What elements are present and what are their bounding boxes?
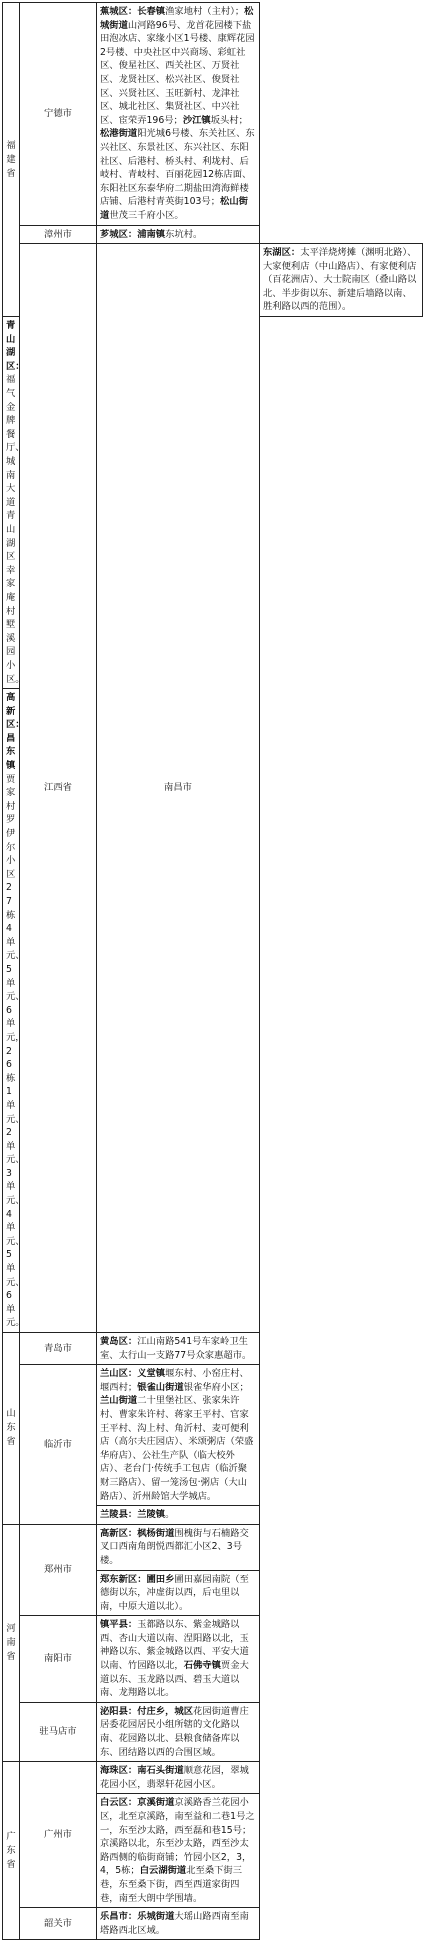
area-cell [97, 225, 260, 244]
area-keyword: 松港街道 [100, 128, 138, 140]
area-keyword: 兰山区： [100, 1368, 138, 1380]
area-text: 顺意花园，翠城花园小区，翡翠轩花园小区。 [100, 1765, 249, 1790]
area-cell [97, 1908, 260, 1940]
area-text: 大瑶山路西南至南塔路西北区域。 [100, 1911, 249, 1936]
area-keyword: 昌东镇 [6, 732, 16, 772]
table-row [3, 244, 423, 317]
area-cell [97, 1702, 260, 1761]
area-keyword: 青山湖区： [6, 320, 25, 372]
table-row [3, 1616, 423, 1703]
area-keyword: 义堂镇 [137, 1368, 166, 1380]
city-cell: 南昌市 [97, 244, 260, 1333]
area-keyword: 兰陵镇 [137, 1509, 166, 1521]
area-keyword: 枫杨街道 [137, 1527, 175, 1539]
area-text: 花园街道曹庄居委花园居民小组所辖的文化路以南、花园路以北、县粮食储备库以东、团结路以西的合围区域。 [100, 1705, 249, 1758]
area-text: 堰东村、小窑庄村、堰西村； [100, 1368, 249, 1393]
area-keyword: 沙江镇 [182, 114, 211, 126]
city-cell: 临沂市 [20, 1365, 97, 1525]
area-table [2, 2, 423, 1940]
area-cell [260, 244, 423, 317]
area-keyword: 长春镇 [137, 6, 166, 17]
area-keyword: 浦南镇 [137, 228, 166, 240]
area-keyword: 乐昌市： [100, 1911, 138, 1923]
area-text: 坂头村； [210, 114, 248, 126]
area-text: 围槐街与石楠路交叉口西南角朗悦西都汇小区2、3号楼。 [100, 1527, 249, 1566]
area-keyword: 芗城区： [100, 228, 138, 240]
area-cell [97, 1524, 260, 1570]
area-text: 。 [165, 1509, 175, 1521]
area-cell [97, 1570, 260, 1616]
area-table-body [3, 3, 423, 1940]
area-text: 银雀华府小区； [183, 1381, 249, 1393]
area-keyword: 郑东新区： [100, 1573, 147, 1585]
city-cell: 广州市 [20, 1762, 97, 1908]
area-text: 福气金牌餐厅、城南大道青山湖区幸家庵村墅溪园小区。 [6, 374, 25, 685]
table-row [3, 1762, 423, 1794]
area-cell [97, 3, 260, 226]
area-text: 世茂三千府小区。 [109, 209, 184, 221]
area-keyword: 白云区： [100, 1797, 138, 1809]
area-keyword: 城区 [174, 1705, 194, 1717]
area-text: 玉都路以东、紫金城路以西、杏山大道以南、涅阳路以北，玉神路以东、紫金城路以西、平安大道以南、竹园路以北， [100, 1619, 249, 1672]
area-keyword: 兰山街道 [100, 1395, 138, 1407]
area-text: 京溪路香兰花园小区，北至京溪路，南至益和二巷1号之一，东至沙太路，西至磊和巷15号；京溪路以北，东至沙太路，西至沙太路西侧的临街商铺；竹园小区2，3，4，5栋； [100, 1797, 255, 1877]
area-keyword: 镇平县： [100, 1619, 138, 1631]
area-text: 东坑村。 [165, 228, 203, 240]
area-text: 二十里堡社区、张家朱许村、曹家朱许村、蒋家王平村、官家王平村、沟上村、角沂村、麦可便利店（高尔夫庄园店）、米颂粥店（荣盛华府店）、公社生产队（临大校外店）、老台门·传统手工包店（临沂聚财三路店）、留一笼汤包·粥店（大山路店）、沂州龄馆大学城店。 [100, 1395, 254, 1502]
area-text: 北至桑下街三巷，东至桑下街，西至西道家街四巷，南至大朗中学围墙。 [100, 1865, 243, 1904]
area-cell [3, 317, 25, 689]
province-cell: 河南省 [3, 1524, 20, 1762]
table-row [3, 3, 423, 226]
area-keyword: 付庄乡， [137, 1705, 175, 1717]
area-text: 山河路96号、龙首花园楼下盐田泡冰店、家缘小区1号楼、康辉花园2号楼、中央社区中兴商场、彩虹社区、俊星社区、西关社区、万贤社区、龙贤社区、松兴社区、俊贤社区、兴贤社区、玉旺新村、龙津社区、城北社区、集贤社区、中兴社区、宦荣弄196号； [100, 19, 255, 126]
city-cell: 驻马店市 [20, 1702, 97, 1761]
area-keyword: 石佛寺镇 [183, 1660, 221, 1672]
area-keyword: 京溪街道 [137, 1797, 175, 1809]
area-cell [3, 689, 25, 1333]
area-text: 阳光城6号楼、东关社区、东兴社区、东景社区、东兴社区、东阳社区、后港村、桥头村、利垅村、后岐村、青岐村、百丽花园12栋店面、东阳社区东泰华府二期盐田湾海鲜楼店铺、后港村青英街103号； [100, 128, 255, 208]
table-row [3, 1524, 423, 1570]
table-row [3, 1333, 423, 1365]
area-text: 贾金大道以东、玉龙路以西、碧玉大道以南、龙翔路以北。 [100, 1660, 249, 1699]
area-keyword: 泌阳县： [100, 1705, 138, 1717]
city-cell: 青岛市 [20, 1333, 97, 1365]
area-text: 圃田嘉园南院（至德街以东，冲虚街以西，后屯里以南，中原大道以北）。 [100, 1573, 249, 1612]
area-keyword: 乐城街道 [137, 1911, 175, 1923]
area-keyword: 黄岛区： [100, 1336, 138, 1347]
table-row [3, 1908, 423, 1940]
province-cell: 广东省 [3, 1762, 20, 1940]
area-keyword: 圃田乡 [146, 1573, 175, 1585]
area-cell [97, 1333, 260, 1365]
city-cell: 韶关市 [20, 1908, 97, 1940]
province-cell: 福建省 [3, 3, 20, 317]
area-keyword: 海珠区： [100, 1765, 138, 1777]
area-text: 江山南路541号车家岭卫生室、太行山一支路77号众家惠超市。 [100, 1336, 252, 1361]
area-keyword: 银雀山街道 [137, 1381, 184, 1393]
area-text: 太平洋烧烤摊（渊明北路）、大家便利店（中山路店）、有家便利店（百花洲店）、大士院南区（叠山路以北、半步街以东、新建后墙路以南、胜利路以西的范围）。 [263, 247, 417, 313]
area-keyword: 东湖区： [263, 247, 301, 259]
area-keyword: 蕉城区： [100, 6, 138, 17]
area-cell [97, 1794, 260, 1908]
city-cell: 宁德市 [20, 3, 97, 226]
area-keyword: 松城街道 [100, 6, 254, 31]
area-keyword: 松山街道 [100, 196, 248, 221]
city-cell: 漳州市 [20, 225, 97, 244]
area-cell [97, 1616, 260, 1703]
city-cell: 南阳市 [20, 1616, 97, 1703]
area-text: 渔家地村（主村）； [165, 6, 245, 17]
table-row [3, 1702, 423, 1761]
area-keyword: 兰陵县： [100, 1509, 138, 1521]
area-cell [97, 1506, 260, 1525]
province-cell: 江西省 [20, 244, 97, 1333]
table-row [3, 225, 423, 244]
area-cell [97, 1762, 260, 1794]
table-row [3, 1365, 423, 1506]
area-text: 贾家村罗伊尔小区27栋4单元、5单元、6单元，26栋1单元、2单元、3单元、4单元、5单元、6单元。 [6, 773, 25, 1329]
area-keyword: 白云湖街道 [139, 1865, 187, 1877]
area-keyword: 南石头街道 [137, 1765, 184, 1777]
area-keyword: 高新区： [100, 1527, 138, 1539]
city-cell: 郑州市 [20, 1524, 97, 1616]
area-cell [97, 1365, 260, 1506]
province-cell: 山东省 [3, 1333, 20, 1525]
area-keyword: 高新区： [6, 692, 25, 731]
